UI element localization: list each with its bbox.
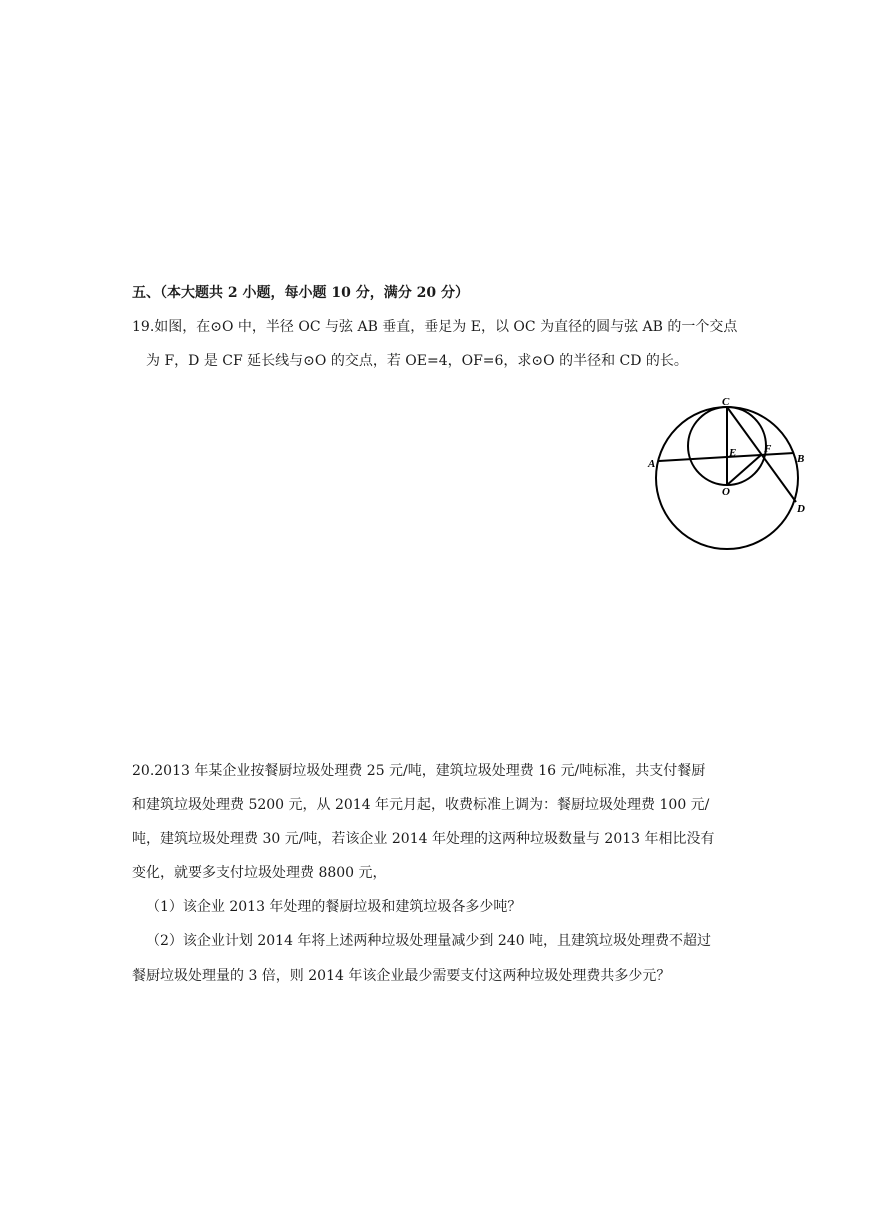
problem-19-line-2: 为 F，D 是 CF 延长线与⊙O 的交点，若 OE=4，OF=6，求⊙O 的半径和 CD 的长。 (146, 353, 688, 369)
label-d: D (797, 503, 805, 515)
problem-20-line-1: 20.2013 年某企业按餐厨垃圾处理费 25 元/吨，建筑垃圾处理费 16 元/吨标准，共支付餐厨 (132, 763, 706, 779)
label-f: F (764, 443, 772, 455)
label-a: A (648, 458, 656, 470)
problem-20-line-4: 变化，就要多支付垃圾处理费 8800 元， (132, 865, 387, 881)
problem-20-line-3: 吨，建筑垃圾处理费 30 元/吨，若该企业 2014 年处理的这两种垃圾数量与 2013 年相比没有 (132, 831, 715, 847)
line-cd (727, 407, 796, 502)
label-e: E (729, 447, 737, 459)
label-c: C (722, 396, 730, 408)
section-five-heading: 五、（本大题共 2 小题，每小题 10 分，满分 20 分） (132, 285, 469, 301)
problem-19-line-1: 19.如图，在⊙O 中，半径 OC 与弦 AB 垂直，垂足为 E，以 OC 为直径的圆与弦 AB 的一个交点 (132, 319, 738, 335)
geometry-figure (640, 392, 815, 557)
problem-20-question-2-line-1: （2）该企业计划 2014 年将上述两种垃圾处理量减少到 240 吨，且建筑垃圾处理费不超过 (146, 933, 712, 949)
circle-diagram (640, 392, 815, 557)
problem-20-line-2: 和建筑垃圾处理费 5200 元，从 2014 年元月起，收费标准上调为：餐厨垃圾处理费 100 元/ (132, 797, 710, 813)
label-o: O (722, 486, 730, 498)
problem-20-question-2-line-2: 餐厨垃圾处理量的 3 倍，则 2014 年该企业最少需要支付这两种垃圾处理费共多少元？ (132, 968, 671, 984)
problem-20-question-1: （1）该企业 2013 年处理的餐厨垃圾和建筑垃圾各多少吨？ (146, 899, 522, 915)
label-b: B (797, 453, 805, 465)
